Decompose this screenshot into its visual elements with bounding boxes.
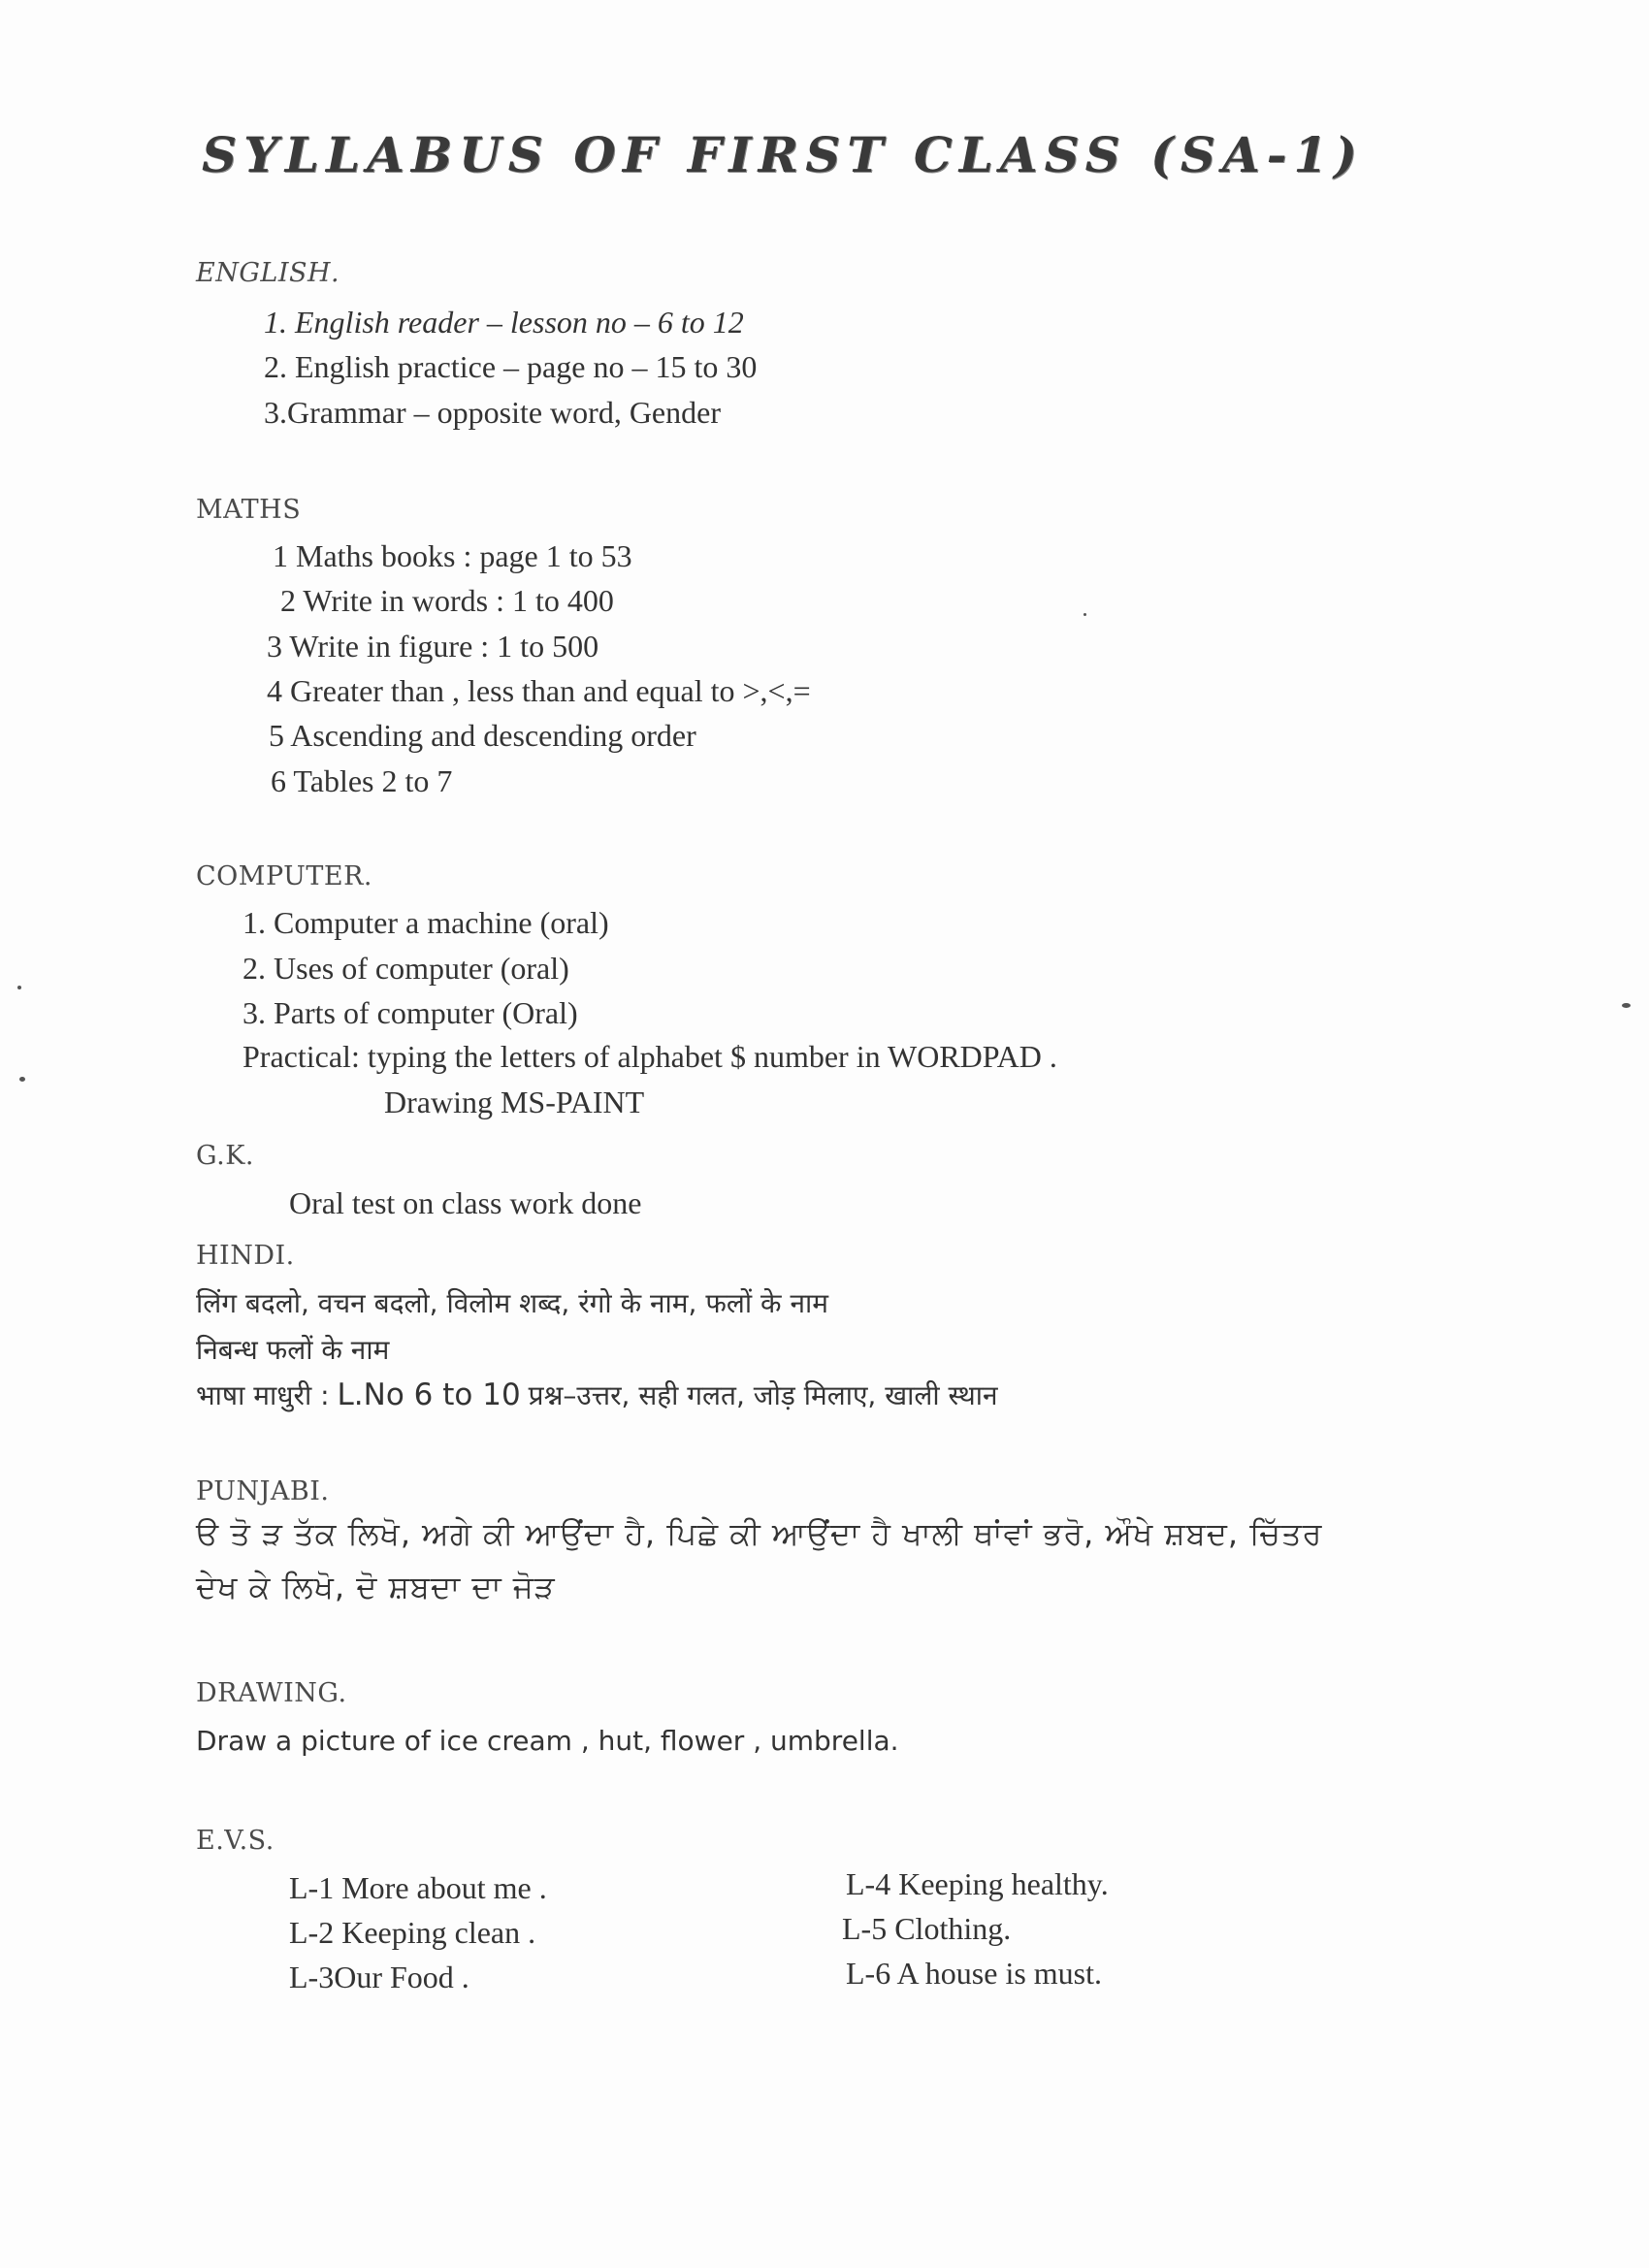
- computer-item-3: 3. Parts of computer (Oral): [242, 995, 578, 1030]
- evs-right-item-1: L-4 Keeping healthy.: [846, 1866, 1109, 1901]
- computer-drawing: Drawing MS-PAINT: [384, 1085, 645, 1119]
- computer-item-1: 1. Computer a machine (oral): [242, 905, 609, 940]
- english-heading: ENGLISH.: [196, 258, 340, 288]
- english-item-1: 1. English reader – lesson no – 6 to 12: [264, 305, 744, 340]
- scan-speck: [1083, 613, 1086, 616]
- punjabi-line-1: ੳ ਤੋ ੜ ਤੱਕ ਲਿਖੋ, ਅਗੇ ਕੀ ਆਉਂਦਾ ਹੈ, ਪਿਛੇ ਕੀ ਆਉਂਦਾ ਹੈ ਖਾਲੀ ਥਾਂਵਾਂ ਭਰੋ, ਔਖੇ ਸ਼ਬਦ, ਚਿੱਤਰ: [196, 1515, 1323, 1552]
- maths-item-6: 6 Tables 2 to 7: [271, 763, 453, 798]
- maths-heading: MATHS: [196, 495, 302, 525]
- scan-speck: [19, 1077, 25, 1082]
- evs-left-item-1: L-1 More about me .: [289, 1870, 547, 1905]
- evs-left-item-3: L-3Our Food .: [289, 1960, 469, 1994]
- hindi-heading: HINDI.: [196, 1241, 295, 1271]
- computer-heading: COMPUTER.: [196, 861, 373, 891]
- evs-heading: E.V.S.: [196, 1826, 275, 1856]
- maths-item-5: 5 Ascending and descending order: [269, 718, 696, 753]
- computer-practical: Practical: typing the letters of alphabet $ number in WORDPAD .: [242, 1039, 1057, 1074]
- punjabi-heading: PUNJABI.: [196, 1476, 330, 1507]
- maths-item-1: 1 Maths books : page 1 to 53: [273, 538, 632, 573]
- scan-speck: [17, 986, 21, 989]
- drawing-heading: DRAWING.: [196, 1678, 347, 1708]
- hindi-line-3: [196, 1377, 998, 1413]
- maths-item-4: 4 Greater than , less than and equal to >,<,=: [267, 673, 811, 708]
- maths-item-3: 3 Write in figure : 1 to 500: [267, 629, 599, 664]
- page-title: SYLLABUS OF FIRST CLASS (SA-1): [202, 126, 1364, 183]
- gk-text: Oral test on class work done: [289, 1185, 642, 1220]
- english-item-2: 2. English practice – page no – 15 to 30: [264, 349, 758, 384]
- maths-item-2: 2 Write in words : 1 to 400: [280, 583, 614, 618]
- evs-right-item-2: L-5 Clothing.: [842, 1911, 1012, 1946]
- hindi-line-3-lesson: L.No 6 to 10: [337, 1377, 521, 1412]
- drawing-text: Draw a picture of ice cream , hut, flower , umbrella.: [196, 1725, 899, 1757]
- punjabi-line-2: ਦੇਖ ਕੇ ਲਿਖੋ, ਦੋ ਸ਼ਬਦਾ ਦਾ ਜੋੜ: [196, 1569, 556, 1605]
- hindi-line-3-prefix: भाषा माधुरी :: [196, 1379, 330, 1411]
- english-item-3: 3.Grammar – opposite word, Gender: [264, 395, 721, 430]
- computer-item-2: 2. Uses of computer (oral): [242, 951, 569, 986]
- hindi-line-2: निबन्ध फलों के नाम: [196, 1334, 390, 1366]
- hindi-line-3-suffix: प्रश्न–उत्तर, सही गलत, जोड़ मिलाए, खाली स्थान: [528, 1379, 998, 1411]
- evs-right-item-3: L-6 A house is must.: [846, 1956, 1103, 1991]
- scan-speck: [1622, 1003, 1631, 1008]
- evs-left-item-2: L-2 Keeping clean .: [289, 1915, 536, 1950]
- gk-heading: G.K.: [196, 1141, 254, 1171]
- hindi-line-1: लिंग बदलो, वचन बदलो, विलोम शब्द, रंगो के नाम, फलों के नाम: [196, 1287, 828, 1319]
